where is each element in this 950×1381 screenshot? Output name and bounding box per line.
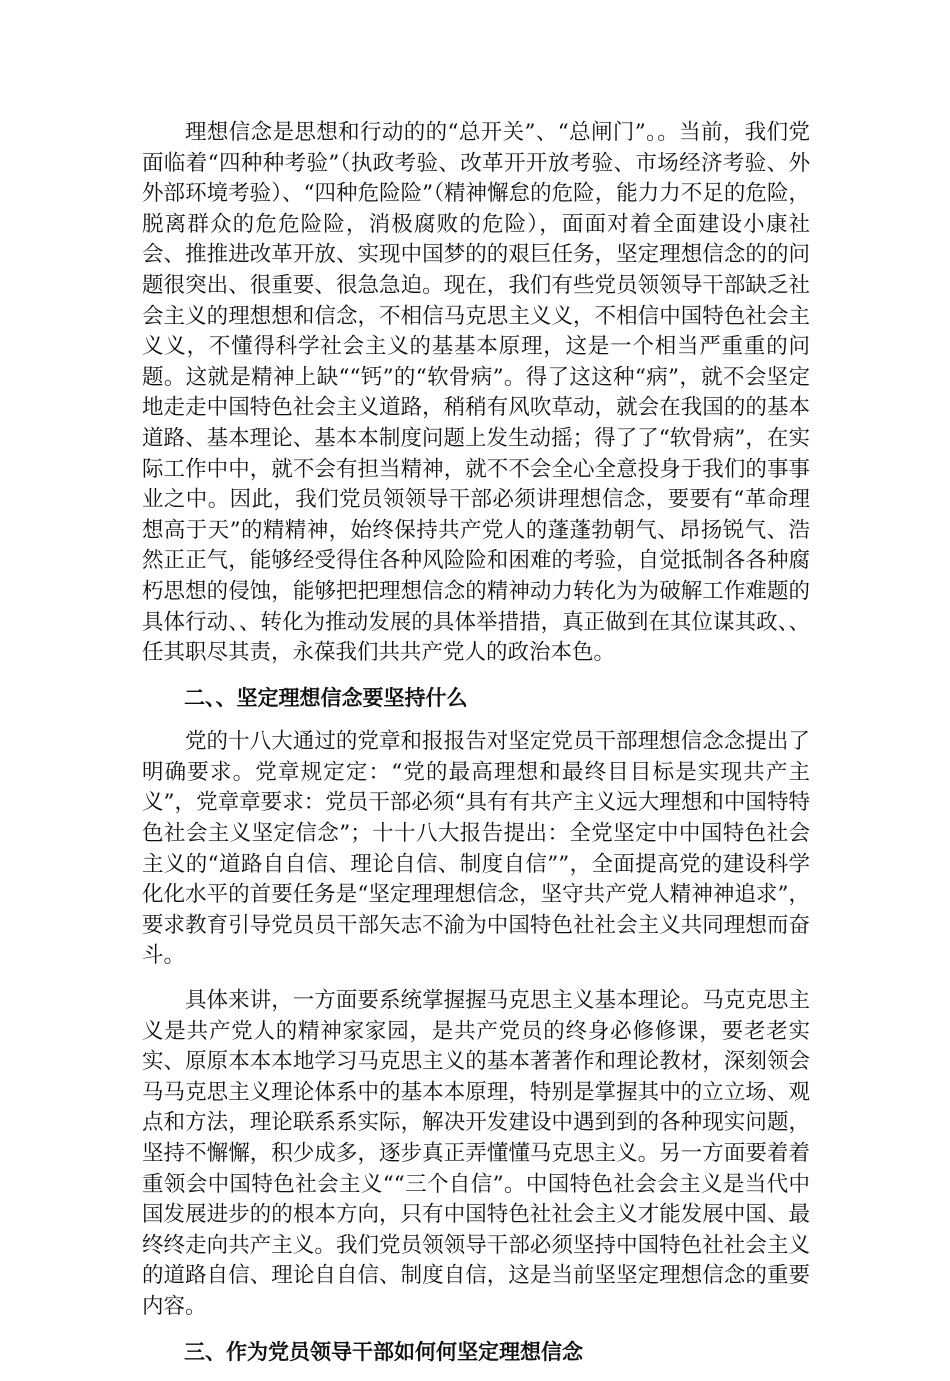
paragraph-specific-methods: 具体来讲，一方面要系统掌握握马克思主义基本理论。马克克思主义是共产党人的精神家家园，是共产党员的终身必修修课，要老老实实、原原本本本地学习马克思主义的基本著著作和理论教材，深刻领会马马克思主义理论体系中的基本本原理，特别是掌握其中的立立场、观点和方法，理论联系系实际，解决开发建设中遇到到的各种现实问题，坚持不懈懈，积少成多，逐步真正弄懂懂马克思主义。另一方面要着着重领会中国特色社会主义““三个自信”。中国特色社会会主义是当代中国发展进步的的根本方向，只有中国特色社社会主义才能发展中国、最终终走向共产主义。我们党员领领导干部必须坚持中国特色社社会主义的道路自信、理论自自信、制度自信，这是当前坚坚定理想信念的重要内容。 xyxy=(142,988,810,1319)
paragraph-ideals-importance: 理想信念是思想和行动的的“总开关”、“总闸门”。。当前，我们党面临着“四种种考验”（执政考验、改革开开放考验、市场经济考验、外外部环境考验）、“四种危险险”（精神懈怠的危险，能力力不足的危险，脱离群众的危危险险，消极腐败的危险），面面对着全面建设小康社会、推推进改革开放、实现中国梦的的艰巨任务，坚定理想信念的的问题很突出、很重要、很急急迫。现在，我们有些党员领领导干部缺乏社会主义的理想想和信念，不相信马克思主义义，不相信中国特色社会主义义，不懂得科学社会主义的基基本原理，这是一个相当严重重的问题。这就是精神上缺““钙”的“软骨病”。得了这这种“病”，就不会坚定地走走中国特色社会主义道路，稍稍有风吹草动，就会在我国的的基本道路、基本理论、基本本制度问题上发生动摇；得了了“软骨病”，在实际工作中中，就不会有担当精神，就不不会全心全意投身于我们的事事业之中。因此，我们党员领领导干部必须讲理想信念，要要有“革命理想高于天”的精精神，始终保持共产党人的蓬蓬勃朝气、昂扬锐气、浩然正正气，能够经受得住各种风险险和困难的考验，自觉抵制各各种腐朽思想的侵蚀，能够把把理想信念的精神动力转化为为破解工作难题的具体行动、、转化为推动发展的具体举措措，真正做到在其位谋其政、、任其职尽其责，永葆我们共共产党人的政治本色。 xyxy=(142,120,810,666)
document-page xyxy=(142,118,810,1381)
paragraph-party-requirements: 党的十八大通过的党章和报报告对坚定党员干部理想信念念提出了明确要求。党章规定定：“党的最高理想和最终目目标是实现共产主义”，党章章要求：党员干部必须“具有有共产主义远大理想和中国特特色社会主义坚定信念”；十十八大报告提出：全党坚定中中国特色社会主义的“道路自自信、理论自信、制度自信””，全面提高党的建设科学化化水平的首要任务是“坚定理理想信念，坚守共产党人精神神追求”，要求教育引导党员员干部矢志不渝为中国特色社社会主义共同理想而奋斗。 xyxy=(142,729,810,969)
section-heading-3: 三、作为党员领导干部如何何坚定理想信念 xyxy=(184,1339,583,1364)
section-heading-2: 二、、坚定理想信念要坚持什么 xyxy=(184,685,468,710)
